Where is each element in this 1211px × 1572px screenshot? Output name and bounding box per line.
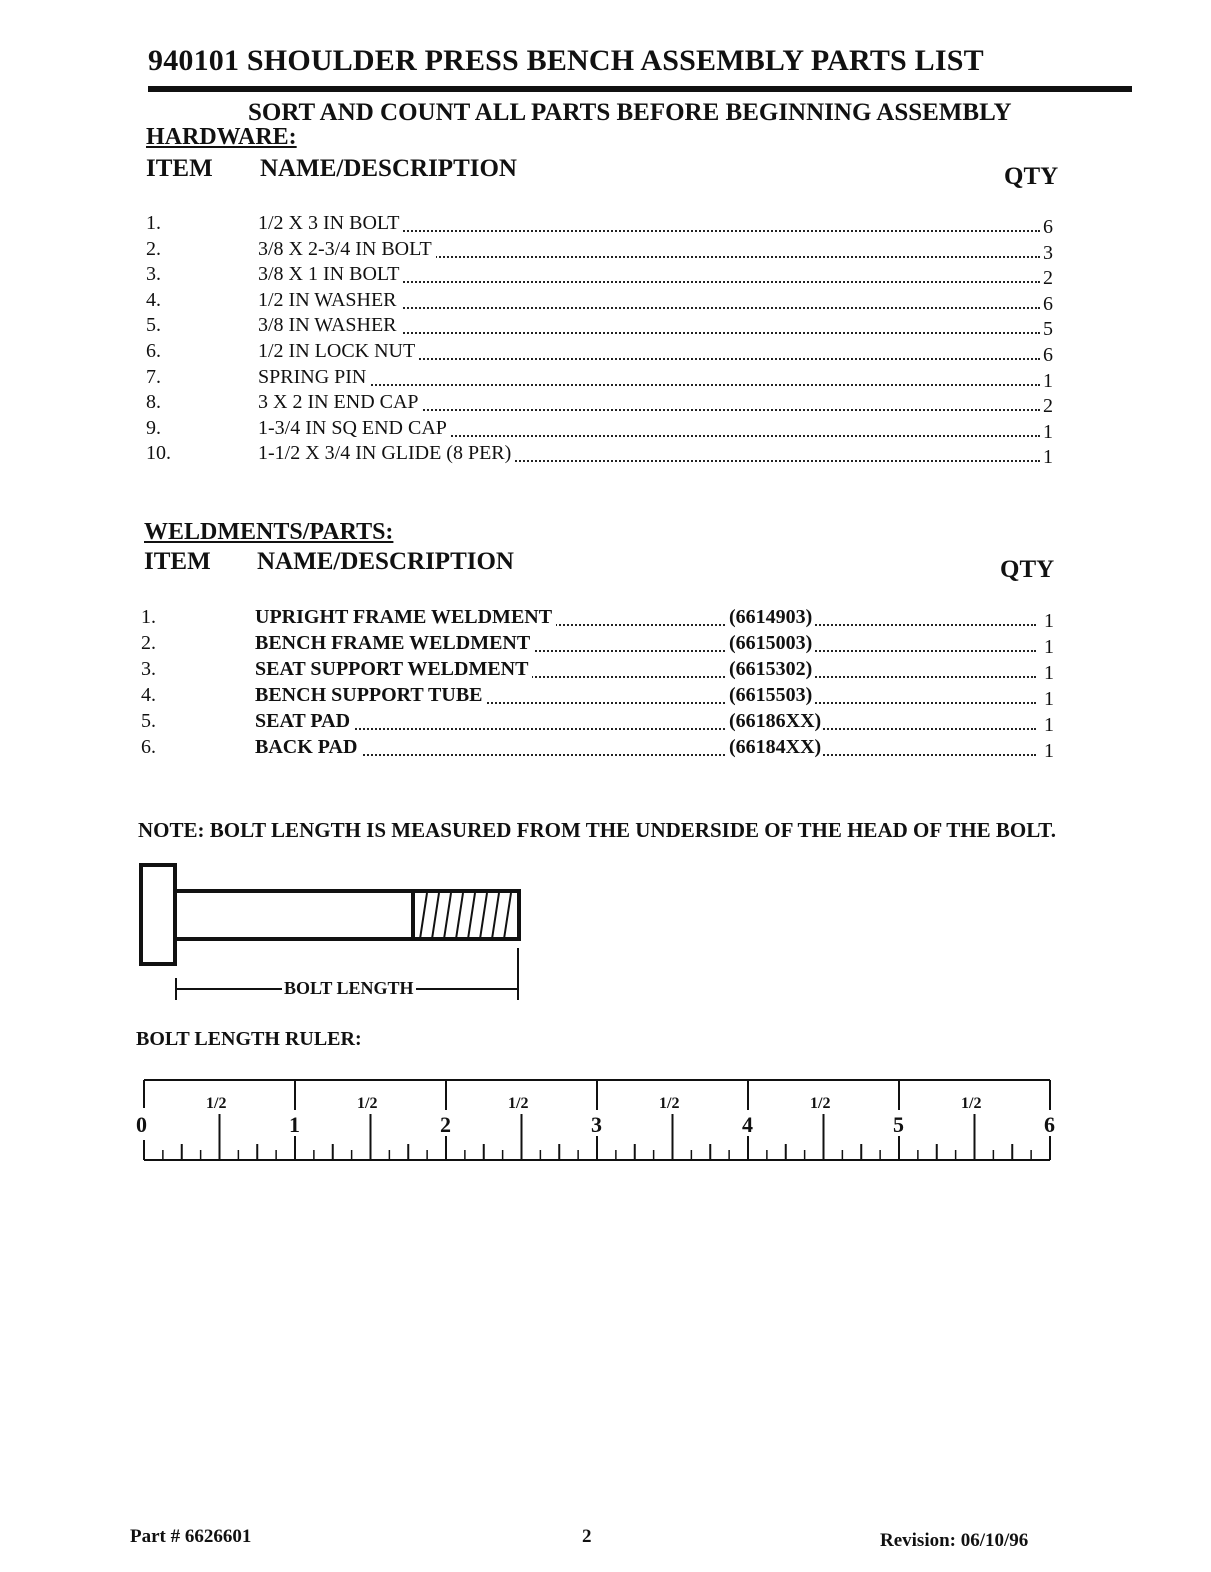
hardware-item-qty: 6 (1040, 344, 1053, 367)
weldment-row (141, 606, 1056, 630)
weldment-row (141, 736, 1056, 760)
hardware-item-name: 1/2 X 3 IN BOLT (258, 212, 403, 235)
weldment-item-qty: 1 (1041, 688, 1054, 711)
footer-page-number: 2 (582, 1526, 592, 1547)
ruler-inch-label: 0 (136, 1112, 147, 1137)
weldment-item-number: 5. (141, 710, 156, 732)
weldment-part-code: (6615003) (729, 632, 813, 654)
ruler-inch-label: 4 (742, 1112, 753, 1137)
hardware-item-number: 8. (146, 391, 161, 414)
hardware-row (146, 417, 1058, 441)
ruler-half-label: 1/2 (659, 1095, 680, 1112)
hardware-item-number: 2. (146, 237, 161, 260)
hardware-row (146, 442, 1058, 469)
weldment-item-name: BENCH SUPPORT TUBE (255, 684, 487, 707)
footer-revision: Revision: 06/10/96 (880, 1530, 1029, 1551)
ruler-inch-label: 1 (289, 1112, 300, 1137)
weldment-item-qty: 1 (1041, 714, 1054, 737)
weldment-part-code: (66186XX) (729, 710, 822, 732)
weldments-col-qty: QTY (1000, 556, 1055, 583)
hardware-item-number: 7. (146, 365, 161, 388)
hardware-row (146, 238, 1058, 262)
bolt-head (141, 865, 175, 964)
hardware-row (146, 289, 1058, 313)
hardware-item-name: SPRING PIN (258, 366, 370, 389)
weldment-item-qty: 1 (1041, 662, 1054, 685)
ruler-inch-label: 6 (1044, 1112, 1055, 1137)
hardware-item-number: 1. (146, 212, 161, 234)
bolt-threads (420, 893, 511, 939)
hardware-row (146, 391, 1058, 418)
weldment-item-name: UPRIGHT FRAME WELDMENT (255, 606, 556, 629)
hardware-item-qty: 2 (1040, 267, 1053, 290)
hardware-item-name: 3 X 2 IN END CAP (258, 391, 423, 414)
weldment-part-code: (66184XX) (729, 736, 822, 758)
hardware-item-qty: 5 (1040, 318, 1053, 341)
hardware-row (146, 366, 1058, 390)
hardware-item-name: 1-3/4 IN SQ END CAP (258, 417, 451, 440)
weldment-item-name: BACK PAD (255, 736, 361, 759)
weldment-item-number: 3. (141, 658, 156, 680)
hardware-col-qty: QTY (1004, 163, 1059, 190)
hardware-row (146, 314, 1058, 341)
weldment-item-name: SEAT PAD (255, 710, 354, 733)
weldment-part-code: (6615302) (729, 658, 813, 680)
hardware-item-name: 3/8 X 1 IN BOLT (258, 263, 403, 286)
weldment-item-qty: 1 (1041, 610, 1054, 633)
hardware-item-qty: 1 (1040, 446, 1053, 469)
weldment-item-name: SEAT SUPPORT WELDMENT (255, 658, 532, 681)
dot-leader (256, 710, 1036, 730)
hardware-row (146, 212, 1058, 236)
ruler-half-label: 1/2 (810, 1095, 831, 1112)
ruler-title: BOLT LENGTH RULER: (136, 1028, 362, 1050)
hardware-item-qty: 6 (1040, 293, 1053, 316)
hardware-item-qty: 3 (1040, 242, 1053, 265)
ruler-half-label: 1/2 (357, 1095, 378, 1112)
hardware-item-qty: 6 (1040, 216, 1053, 239)
hardware-item-name: 3/8 X 2-3/4 IN BOLT (258, 238, 436, 261)
weldment-row (141, 632, 1056, 656)
subtitle: SORT AND COUNT ALL PARTS BEFORE BEGINNING ASSEMBLY (248, 99, 1012, 126)
weldment-item-number: 4. (141, 684, 156, 706)
hardware-item-number: 6. (146, 340, 161, 362)
ruler-inch-label: 5 (893, 1112, 904, 1137)
weldment-item-qty: 1 (1041, 636, 1054, 659)
hardware-item-number: 9. (146, 416, 161, 439)
weldment-item-name: BENCH FRAME WELDMENT (255, 632, 534, 655)
bolt-length-note: NOTE: BOLT LENGTH IS MEASURED FROM THE UNDERSIDE OF THE HEAD OF THE BOLT. (138, 818, 1056, 842)
weldment-row (141, 658, 1056, 682)
dot-leader (260, 366, 1040, 386)
weldment-row (141, 684, 1056, 708)
hardware-row (146, 340, 1058, 364)
weldment-item-number: 1. (141, 606, 156, 628)
hardware-col-item: ITEM (146, 155, 213, 182)
weldment-item-number: 2. (141, 632, 156, 654)
hardware-row (146, 263, 1058, 290)
hardware-item-name: 1-1/2 X 3/4 IN GLIDE (8 PER) (258, 442, 515, 465)
hardware-item-name: 1/2 IN LOCK NUT (258, 340, 419, 363)
weldment-part-code: (6615503) (729, 684, 813, 706)
hardware-item-number: 10. (146, 442, 171, 465)
hardware-item-qty: 2 (1040, 395, 1053, 418)
ruler-half-label: 1/2 (206, 1095, 227, 1112)
footer-part-number: Part # 6626601 (130, 1526, 252, 1547)
bolt-length-ruler (130, 1070, 1070, 1180)
hardware-heading: HARDWARE: (146, 124, 297, 150)
bolt-length-label: BOLT LENGTH (284, 978, 414, 998)
hardware-item-qty: 1 (1040, 370, 1053, 393)
weldment-item-qty: 1 (1041, 740, 1054, 763)
weldments-col-item: ITEM (144, 548, 211, 575)
hardware-item-name: 1/2 IN WASHER (258, 289, 401, 312)
ruler-inch-label: 3 (591, 1112, 602, 1137)
hardware-col-name: NAME/DESCRIPTION (260, 155, 517, 182)
hardware-item-number: 4. (146, 288, 161, 311)
hardware-item-name: 3/8 IN WASHER (258, 314, 401, 337)
bolt-shank (175, 891, 519, 939)
hardware-item-number: 3. (146, 263, 161, 286)
hardware-item-qty: 1 (1040, 421, 1053, 444)
ruler-inch-label: 2 (440, 1112, 451, 1137)
weldment-row (141, 710, 1056, 734)
ruler-half-label: 1/2 (961, 1095, 982, 1112)
ruler-half-label: 1/2 (508, 1095, 529, 1112)
hardware-item-number: 5. (146, 314, 161, 337)
page-title: 940101 SHOULDER PRESS BENCH ASSEMBLY PARTS LIST (148, 44, 984, 77)
weldment-part-code: (6614903) (729, 606, 813, 628)
dot-leader (256, 736, 1036, 756)
weldments-col-name: NAME/DESCRIPTION (257, 548, 514, 575)
weldment-item-number: 6. (141, 736, 156, 758)
weldments-heading: WELDMENTS/PARTS: (144, 519, 394, 545)
title-divider (148, 86, 1132, 92)
